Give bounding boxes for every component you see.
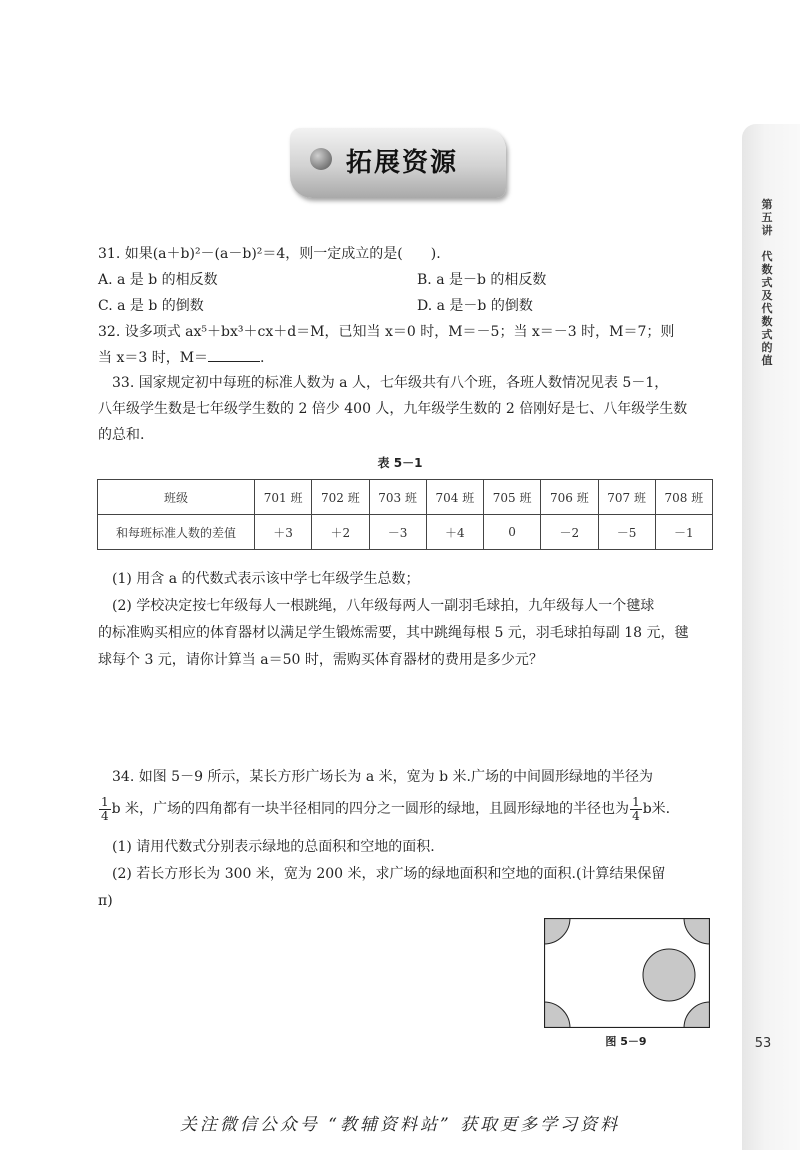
question-32-line-1: 32. 设多项式 ax⁵＋bx³＋cx＋d＝M，已知当 x＝0 时，M＝－5；当 x＝－3 时，M＝7；则 [98, 324, 675, 340]
question-33-part-2-line-2: 的标准购买相应的体育器材以满足学生锻炼需要，其中跳绳每根 5 元，羽毛球拍每副 18 元，毽 [98, 625, 689, 641]
question-31-stem: 31. 如果(a＋b)²－(a－b)²＝4，则一定成立的是( ). [98, 246, 441, 262]
table-cell: 702 班 [312, 480, 369, 515]
question-34-line-1: 34. 如图 5－9 所示，某长方形广场长为 a 米，宽为 b 米.广场的中间圆形绿地的半径为 [112, 769, 653, 785]
chapter-label-char: 值 [761, 354, 773, 367]
chapter-side-tab [742, 124, 800, 1150]
chapter-label-char: 式 [761, 276, 773, 289]
option-a: A. a 是 b 的相反数 [98, 272, 218, 288]
table-cell: 701 班 [255, 480, 312, 515]
option-c: C. a 是 b 的倒数 [98, 298, 204, 314]
table-cell: 705 班 [484, 480, 541, 515]
chapter-label-char: 式 [761, 328, 773, 341]
chapter-label-char: 代 [761, 250, 773, 263]
fraction-quarter: $\frac{1}{4}$ [632, 794, 640, 823]
question-33 [98, 370, 713, 448]
question-33-line-1: 33. 国家规定初中每班的标准人数为 a 人，七年级共有八个班，各班人数情况见表 5－1， [112, 375, 669, 391]
question-32-line-2-end: . [260, 350, 265, 366]
corner-quarter-circle-top-left [544, 918, 570, 944]
figure-caption: 图 5－9 [605, 1035, 647, 1048]
question-34-part-2-line-2: π) [98, 893, 113, 909]
question-34 [98, 764, 713, 790]
question-34-subquestions [98, 834, 713, 915]
table-caption: 表 5－1 [377, 456, 423, 470]
question-32-line-2-text: 当 x＝3 时，M＝ [98, 350, 209, 366]
table-cell: －1 [655, 515, 712, 550]
fraction-quarter: $\frac{1}{4}$ [101, 794, 109, 823]
question-34-line-2-end: b米. [642, 801, 671, 817]
chapter-label-char: 数 [761, 315, 773, 328]
question-33-line-2: 八年级学生数是七年级学生数的 2 倍少 400 人，九年级学生数的 2 倍刚好是七、八年级学生数 [98, 401, 688, 417]
table-cell: 708 班 [655, 480, 712, 515]
table-row-classes [98, 480, 713, 515]
corner-quarter-circle-bottom-left [544, 1002, 570, 1028]
chapter-label-char: 的 [761, 341, 773, 354]
table-cell: ＋4 [426, 515, 483, 550]
table-cell: ＋3 [255, 515, 312, 550]
section-banner [290, 128, 506, 198]
table-row-differences [98, 515, 713, 550]
chapter-label-char: 代 [761, 302, 773, 315]
chapter-label-char [758, 237, 776, 250]
question-31 [98, 241, 713, 267]
table-cell: 703 班 [369, 480, 426, 515]
chapter-label-char: 数 [761, 263, 773, 276]
question-33-part-2-line-3: 球每个 3 元，请你计算当 a＝50 时，需购买体育器材的费用是多少元？ [98, 652, 543, 668]
question-33-part-1: (1) 用含 a 的代数式表示该中学七年级学生总数； [112, 571, 420, 587]
question-34-line-2-text: b 米，广场的四角都有一块半径相同的四分之一圆形的绿地，且圆形绿地的半径也为 [111, 801, 630, 817]
footer-note: 关注微信公众号 “教辅资料站” 获取更多学习资料 [179, 1115, 621, 1135]
chapter-label-char: 第 [761, 198, 773, 211]
chapter-label-char: 五 [761, 211, 773, 224]
question-32-line-2 [98, 345, 713, 371]
question-33-part-2-line-1: (2) 学校决定按七年级每人一根跳绳，八年级每两人一副羽毛球拍，九年级每人一个毽球 [112, 598, 655, 614]
table-cell: ＋2 [312, 515, 369, 550]
chapter-label-char: 讲 [761, 224, 773, 237]
table-cell: －2 [541, 515, 598, 550]
question-31-options [98, 267, 713, 319]
table-cell: －5 [598, 515, 655, 550]
table-cell: －3 [369, 515, 426, 550]
table-header-class: 班级 [98, 480, 255, 515]
bullet-circle-icon [310, 148, 332, 170]
table-header-difference: 和每班标准人数的差值 [98, 515, 255, 550]
figure-5-9 [544, 918, 710, 1028]
table-cell: 704 班 [426, 480, 483, 515]
chapter-label-char: 及 [761, 289, 773, 302]
question-34-line-2 [98, 794, 713, 824]
question-33-subquestions [98, 566, 713, 674]
corner-quarter-circle-bottom-right [684, 1002, 710, 1028]
class-difference-table [97, 479, 713, 550]
question-34-part-1: (1) 请用代数式分别表示绿地的总面积和空地的面积. [112, 839, 435, 855]
option-d: D. a 是－b 的倒数 [417, 298, 533, 314]
answer-blank[interactable] [208, 347, 260, 362]
corner-quarter-circle-top-right [684, 918, 710, 944]
center-circle-green [643, 949, 695, 1001]
question-33-line-3: 的总和. [98, 427, 145, 443]
question-34-part-2-line-1: (2) 若长方形长为 300 米，宽为 200 米，求广场的绿地面积和空地的面积.(计算结果保留 [112, 866, 666, 882]
section-title: 拓展资源 [346, 148, 459, 178]
option-b: B. a 是－b 的相反数 [417, 272, 547, 288]
table-cell: 706 班 [541, 480, 598, 515]
page-number: 53 [754, 1036, 772, 1051]
chapter-label [758, 198, 776, 367]
table-cell: 707 班 [598, 480, 655, 515]
table-cell: 0 [484, 515, 541, 550]
question-32 [98, 319, 713, 345]
